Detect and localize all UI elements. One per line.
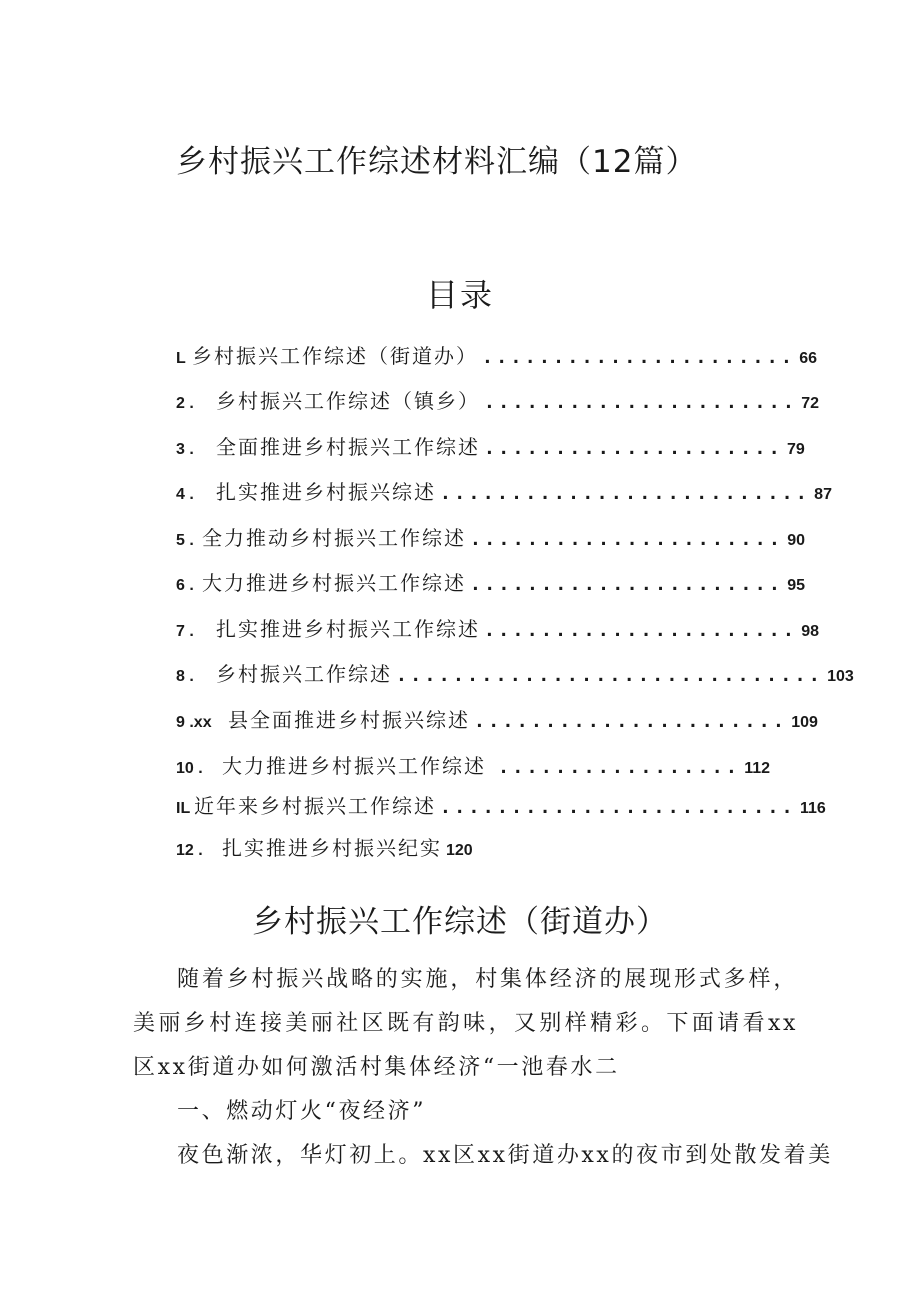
toc-entry-leader: ...................... bbox=[484, 392, 798, 413]
toc-entry-number: 7 . bbox=[176, 623, 194, 640]
toc-entry-page: 109 bbox=[791, 714, 818, 731]
subsection-heading: 一、燃动灯火“夜经济” bbox=[177, 1099, 427, 1124]
toc-entry[interactable] bbox=[176, 658, 854, 688]
toc-entry-title: 近年来乡村振兴工作综述 bbox=[194, 794, 436, 818]
toc-entry-page: 98 bbox=[801, 623, 820, 640]
toc-entry[interactable] bbox=[176, 567, 806, 597]
toc-entry-number: 4 . bbox=[176, 486, 194, 503]
toc-entry-title: 乡村振兴工作综述（街道办） bbox=[192, 344, 478, 368]
toc-entry[interactable] bbox=[176, 832, 770, 862]
toc-entry-page: 79 bbox=[786, 441, 805, 458]
toc-entry-leader: ...................... bbox=[484, 620, 798, 641]
toc-entry-number: 3 . bbox=[176, 441, 194, 458]
document-title: 乡村振兴工作综述材料汇编（12篇） bbox=[176, 144, 698, 180]
toc-entry-number: 2 . bbox=[176, 395, 194, 412]
toc-entry[interactable] bbox=[176, 431, 805, 461]
toc-entry-leader: .............................. bbox=[396, 665, 824, 686]
toc-entry-leader: ...................... bbox=[482, 347, 796, 368]
toc-entry-number: L bbox=[176, 350, 186, 367]
toc-entry-title: 全力推动乡村振兴工作综述 bbox=[202, 526, 466, 550]
toc-entry-number: 6 . bbox=[176, 577, 194, 594]
toc-entry[interactable] bbox=[176, 476, 832, 506]
toc-entry-number: 5 . bbox=[176, 532, 194, 549]
toc-entry-title: 乡村振兴工作综述 bbox=[216, 662, 392, 686]
toc-entry-title: 全面推进乡村振兴工作综述 bbox=[216, 435, 480, 459]
toc-entry[interactable] bbox=[176, 340, 818, 370]
section-title: 乡村振兴工作综述（街道办） bbox=[252, 904, 668, 940]
toc-entry[interactable] bbox=[176, 704, 818, 734]
toc-entry-title: 扎实推进乡村振兴综述 bbox=[216, 480, 436, 504]
toc-entry[interactable] bbox=[176, 790, 826, 820]
toc-entry-title: 大力推进乡村振兴工作综述 bbox=[202, 571, 466, 595]
toc-entry-number: 8 . bbox=[176, 668, 194, 685]
toc-entry-leader: .......................... bbox=[440, 483, 811, 504]
body-paragraph: 随着乡村振兴战略的实施，村集体经济的展现形式多样，美丽乡村连接美丽社区既有韵味，又别样精彩。下面请看xx区xx街道办如何激活村集体经济“一池春水二 bbox=[133, 967, 798, 1080]
toc-entry-page: 103 bbox=[827, 668, 854, 685]
toc-entry-number: 9 .xx bbox=[176, 714, 212, 731]
toc-entry-leader: ...................... bbox=[470, 529, 784, 550]
toc-entry-page: 90 bbox=[787, 532, 806, 549]
toc-entry[interactable] bbox=[176, 385, 820, 415]
toc-entry-number: 12 . bbox=[176, 842, 203, 859]
toc-entry-leader: ...................... bbox=[474, 711, 788, 732]
toc-entry-page: 87 bbox=[814, 486, 832, 503]
toc-entry-leader: ......................... bbox=[440, 797, 796, 818]
toc-entry-leader: ................. bbox=[498, 757, 741, 778]
toc-entry[interactable] bbox=[176, 613, 820, 643]
toc-entry-title: 乡村振兴工作综述（镇乡） bbox=[216, 389, 480, 413]
toc-entry-leader: ..................... bbox=[484, 438, 783, 459]
toc-entry[interactable] bbox=[176, 750, 770, 780]
toc-entry-page: 72 bbox=[801, 395, 820, 412]
body-paragraph: 夜色渐浓，华灯初上。xx区xx街道办xx的夜市到处散发着美 bbox=[177, 1143, 833, 1168]
toc-entry-page: 95 bbox=[787, 577, 806, 594]
toc-entry-page: 120 bbox=[446, 842, 473, 859]
toc-entry-number: 10 . bbox=[176, 760, 203, 777]
toc-entry-leader: ...................... bbox=[470, 574, 784, 595]
toc-entry-page: 112 bbox=[744, 760, 770, 777]
toc-entry[interactable] bbox=[176, 522, 806, 552]
toc-heading: 目录 bbox=[425, 276, 494, 314]
toc-entry-page: 66 bbox=[799, 350, 818, 367]
toc-entry-number: IL bbox=[176, 800, 191, 817]
toc-entry-page: 116 bbox=[799, 800, 826, 817]
toc-entry-title: 扎实推进乡村振兴纪实 bbox=[222, 836, 442, 860]
toc-entry-title: 扎实推进乡村振兴工作综述 bbox=[216, 617, 480, 641]
toc-entry-title: 大力推进乡村振兴工作综述 bbox=[222, 754, 486, 778]
toc-entry-title: 县全面推进乡村振兴综述 bbox=[228, 708, 470, 732]
